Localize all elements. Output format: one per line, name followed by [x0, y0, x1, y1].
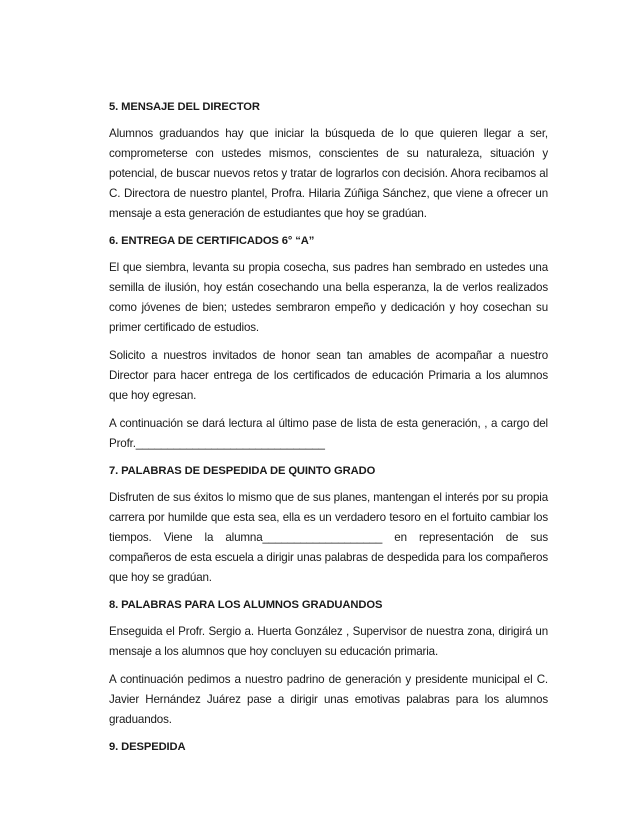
- section-heading-fifth-grade-farewell: 7. PALABRAS DE DESPEDIDA DE QUINTO GRADO: [109, 465, 376, 477]
- section-heading-farewell: 9. DESPEDIDA: [109, 741, 186, 753]
- section-heading-director-message: 5. MENSAJE DEL DIRECTOR: [109, 101, 260, 113]
- paragraph-certificates-roll-call: A continuación se dará lectura al último pase de lista de esta generación, , a cargo del Profr.______________________________: [109, 417, 548, 450]
- paragraph-fifth-grade-farewell: Disfruten de sus éxitos lo mismo que de sus planes, mantengan el interés por su propia carrera por humilde que esta sea, ella es un verdadero tesoro en el fortuito cambiar los tiempos. Viene la alumna___________________ en representación de sus compañeros de esta escuela a dirigir unas palabras de despedida para los compañeros que hoy se gradúan.: [109, 491, 548, 584]
- section-heading-graduates-words: 8. PALABRAS PARA LOS ALUMNOS GRADUANDOS: [109, 599, 383, 611]
- paragraph-graduates-supervisor: Enseguida el Profr. Sergio a. Huerta González , Supervisor de nuestra zona, dirigirá un mensaje a los alumnos que hoy concluyen su educación primaria.: [109, 625, 548, 658]
- section-heading-certificates: 6. ENTREGA DE CERTIFICADOS 6° “A”: [109, 235, 315, 247]
- paragraph-certificates-guests: Solicito a nuestros invitados de honor sean tan amables de acompañar a nuestro Director para hacer entrega de los certificados de educación Primaria a los alumnos que hoy egresan.: [109, 349, 548, 402]
- paragraph-certificates-harvest: El que siembra, levanta su propia cosecha, sus padres han sembrado en ustedes una semilla de ilusión, hoy están cosechando una bella esperanza, la de verlos realizados como jóvenes de bien; ustedes sembraron empeño y dedicación y hoy cosechan su primer certificado de estudios.: [109, 261, 548, 334]
- paragraph-director-message: Alumnos graduandos hay que iniciar la búsqueda de lo que quieren llegar a ser, comprometerse con ustedes mismos, conscientes de su naturaleza, situación y potencial, de buscar nuevos retos y tratar de lograrlos con decisión. Ahora recibamos al C. Directora de nuestro plantel, Profra. Hilaria Zúñiga Sánchez, que viene a ofrecer un mensaje a esta generación de estudiantes que hoy se gradúan.: [109, 127, 548, 220]
- document-page: [109, 98, 548, 764]
- paragraph-graduates-godfather: A continuación pedimos a nuestro padrino de generación y presidente municipal el C. Javier Hernández Juárez pase a dirigir unas emotivas palabras para los alumnos graduandos.: [109, 673, 548, 726]
